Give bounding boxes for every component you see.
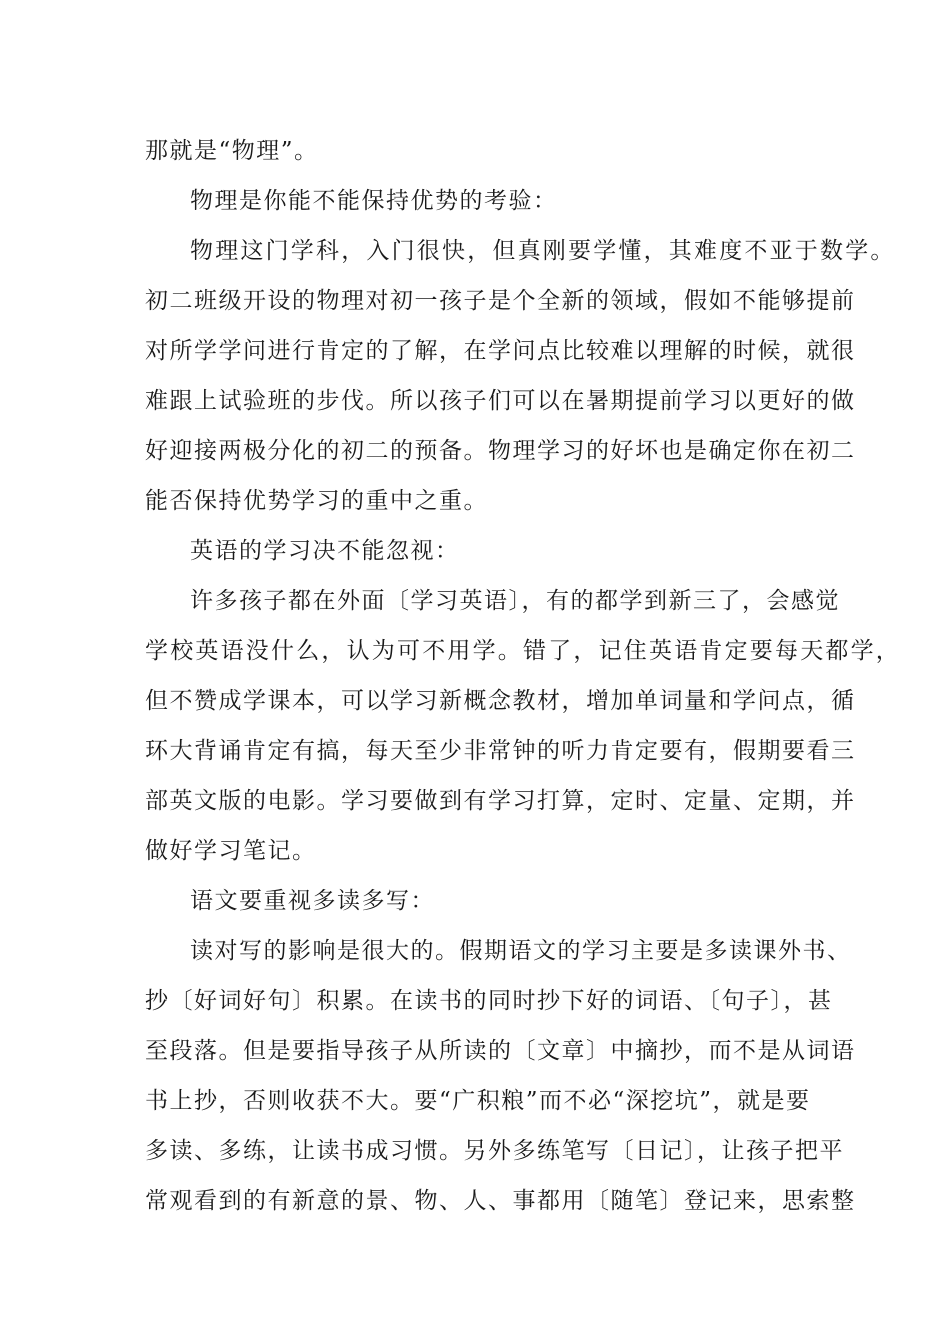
- text-line: 能否保持优势学习的重中之重。: [145, 488, 488, 514]
- text-line: 读对写的影响是很大的。假期语文的学习主要是多读课外书、: [190, 938, 852, 964]
- text-line: 物理这门学科，入门很快，但真刚要学懂，其难度不亚于数学。: [190, 238, 896, 264]
- section-heading: 物理是你能不能保持优势的考验：: [190, 188, 558, 214]
- text-line: 部英文版的电影。学习要做到有学习打算，定时、定量、定期，并: [145, 788, 856, 814]
- text-line: 书上抄，否则收获不大。要“广积粮”而不必“深挖坑”，就是要: [145, 1088, 811, 1114]
- text-line: 学校英语没什么，认为可不用学。错了，记住英语肯定要每天都学，: [145, 638, 901, 664]
- text-line: 难跟上试验班的步伐。所以孩子们可以在暑期提前学习以更好的做: [145, 388, 856, 414]
- text-line: 常观看到的有新意的景、物、人、事都用〔随笔〕登记来，思索整: [145, 1188, 856, 1214]
- text-line: 多读、多练，让读书成习惯。另外多练笔写〔日记〕，让孩子把平: [145, 1138, 844, 1164]
- text-line: 初二班级开设的物理对初一孩子是个全新的领域，假如不能够提前: [145, 288, 856, 314]
- text-line: 对所学学问进行肯定的了解，在学问点比较难以理解的时候，就很: [145, 338, 856, 364]
- text-line: 那就是“物理”。: [145, 138, 319, 164]
- text-line: 环大背诵肯定有搞，每天至少非常钟的听力肯定要有，假期要看三: [145, 738, 856, 764]
- text-line: 至段落。但是要指导孩子从所读的〔文章〕中摘抄，而不是从词语: [145, 1038, 856, 1064]
- text-line: 好迎接两极分化的初二的预备。物理学习的好坏也是确定你在初二: [145, 438, 856, 464]
- text-line: 许多孩子都在外面〔学习英语〕，有的都学到新三了，会感觉: [190, 588, 840, 614]
- text-line: 但不赞成学课本，可以学习新概念教材，增加单词量和学问点，循: [145, 688, 856, 714]
- section-heading: 英语的学习决不能忽视：: [190, 538, 460, 564]
- section-heading: 语文要重视多读多写：: [190, 888, 435, 914]
- text-line: 抄〔好词好句〕积累。在读书的同时抄下好的词语、〔句子〕，甚: [145, 988, 833, 1014]
- text-line: 做好学习笔记。: [145, 838, 317, 864]
